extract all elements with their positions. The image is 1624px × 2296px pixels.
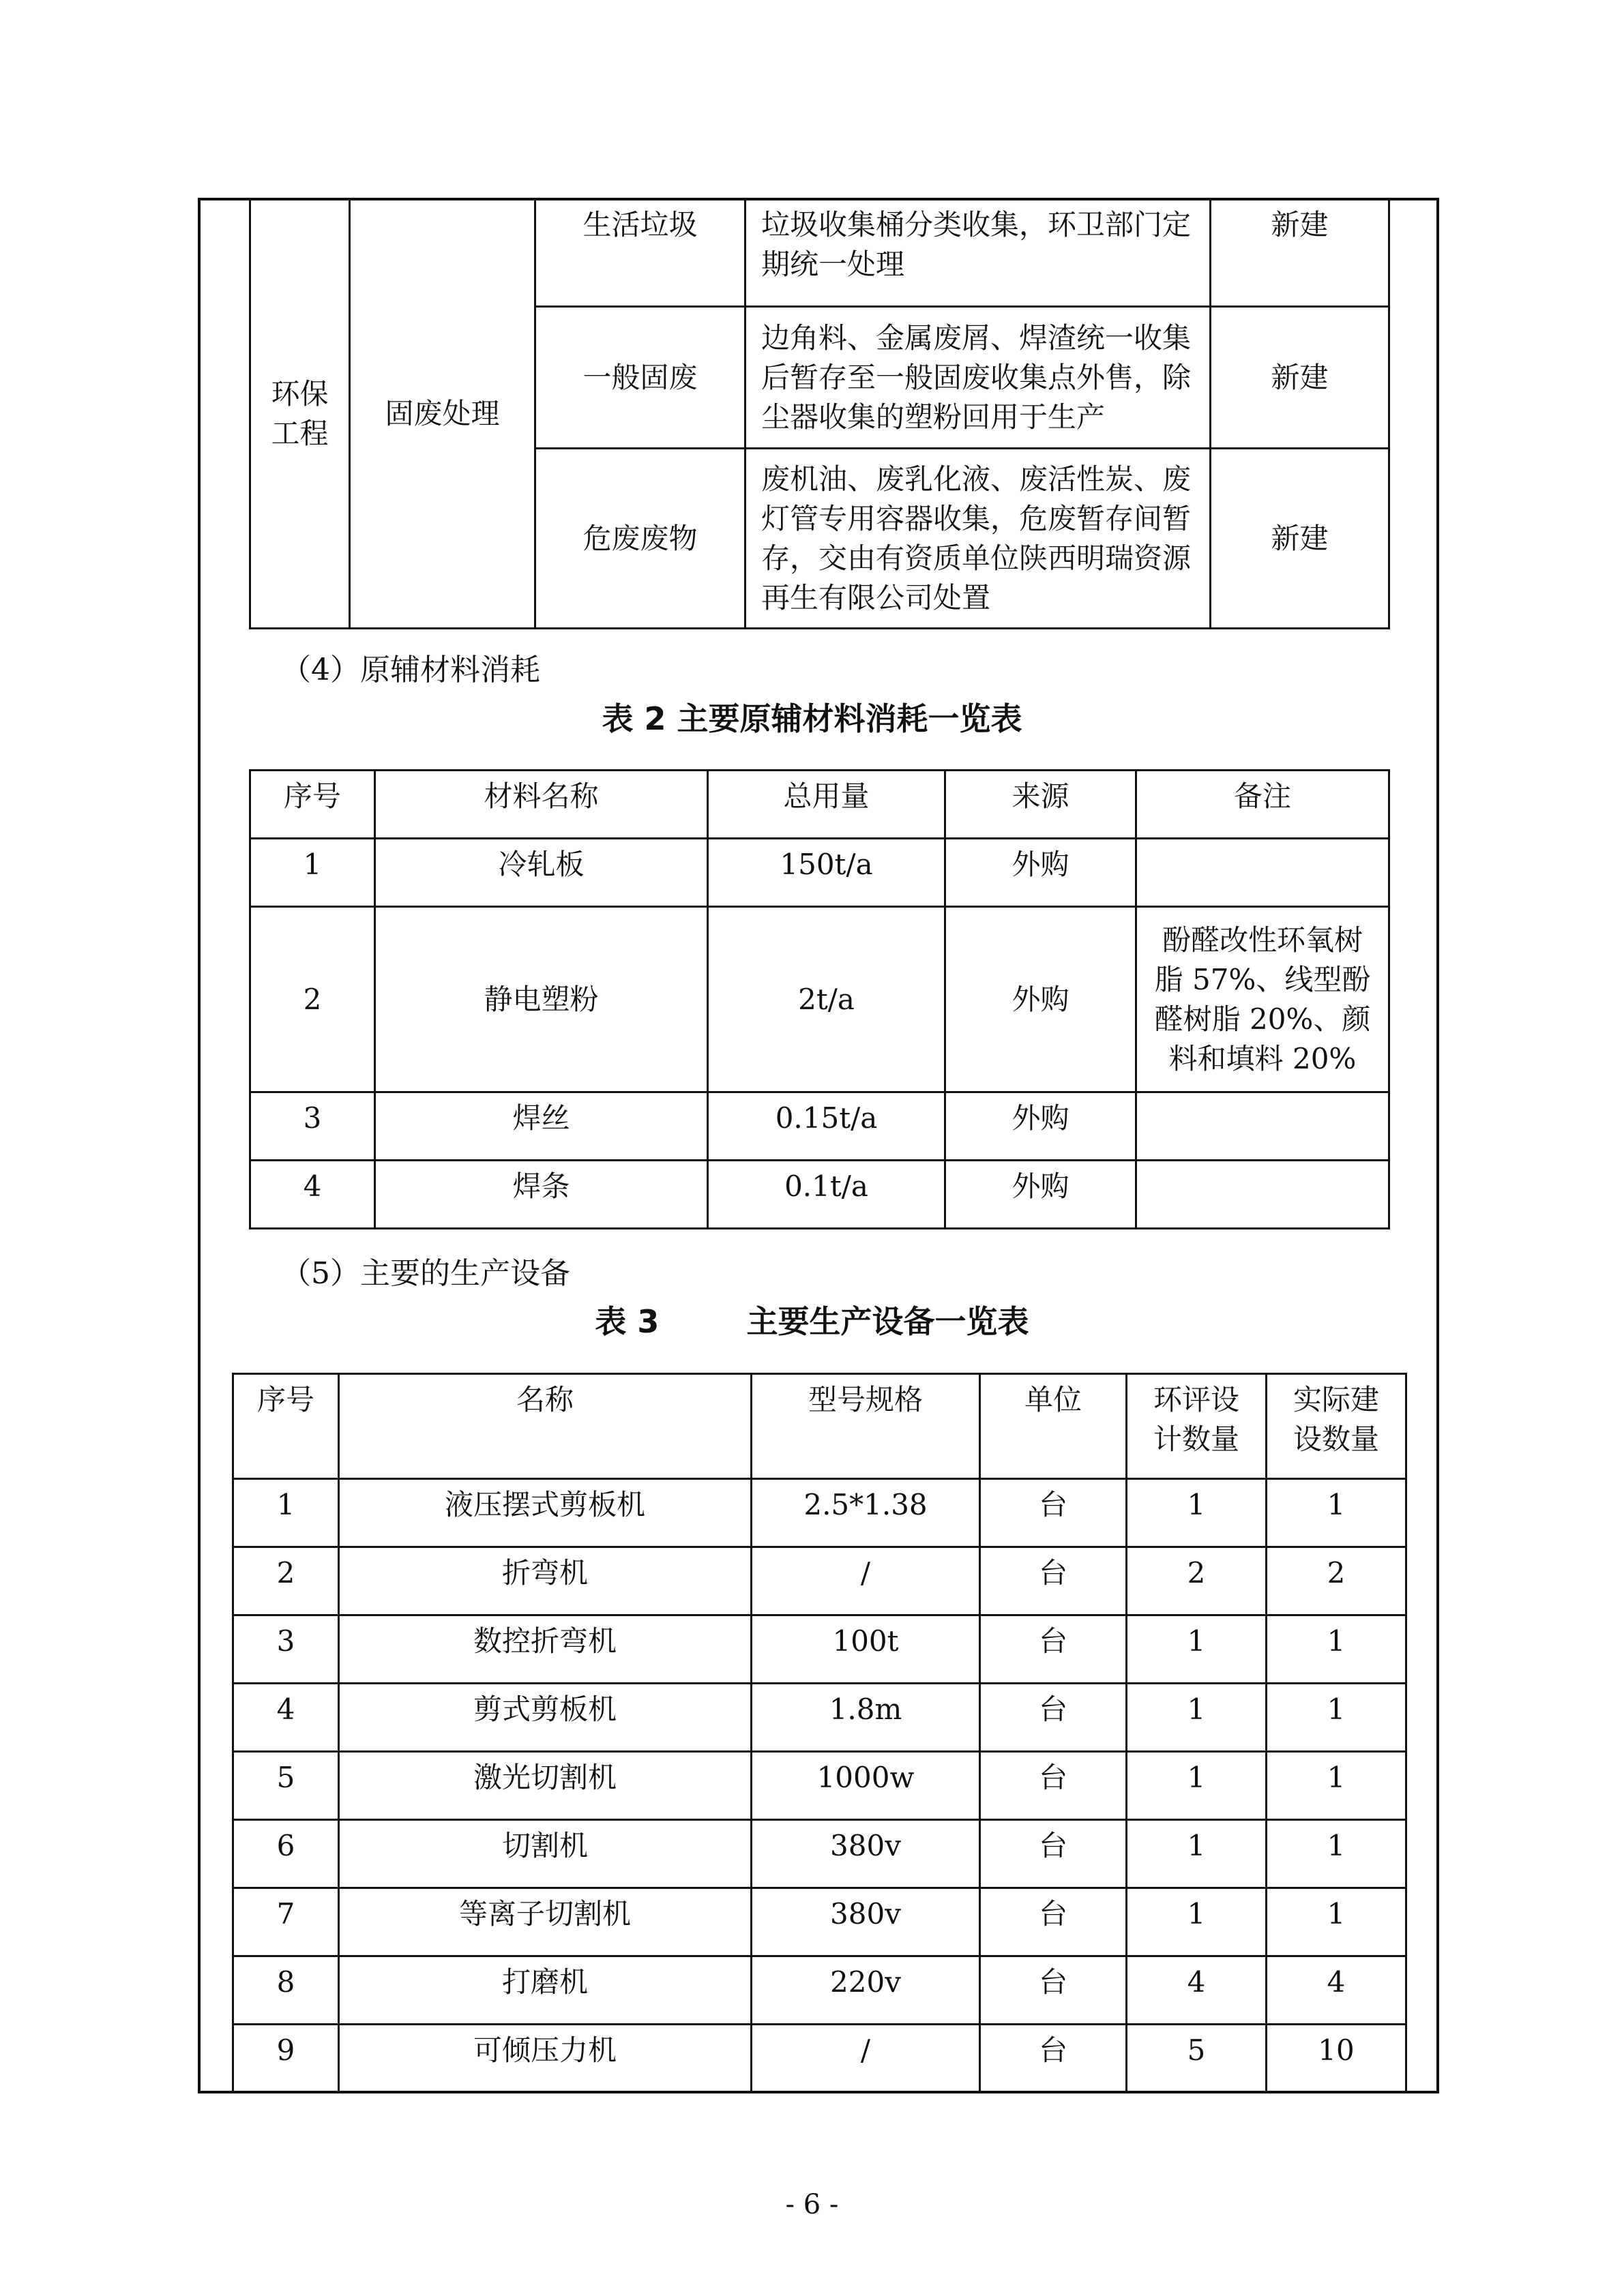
table-header-cell: 型号规格 — [752, 1374, 980, 1479]
table-cell: 6 — [233, 1820, 339, 1888]
table-cell — [1136, 1161, 1389, 1229]
table-cell: 酚醛改性环氧树脂 57%、线型酚醛树脂 20%、颜料和填料 20% — [1136, 907, 1389, 1092]
table-cell: 2t/a — [708, 907, 945, 1092]
table-header-cell: 备注 — [1136, 771, 1389, 839]
table-header-cell: 实际建设数量 — [1267, 1374, 1406, 1479]
table-cell: 4 — [1267, 1956, 1406, 2025]
table-cell: 1 — [1127, 1888, 1267, 1956]
waste-type-cell: 生活垃圾 — [535, 199, 745, 307]
waste-status-cell: 新建 — [1211, 449, 1389, 629]
table-row — [233, 1684, 1406, 1752]
table-cell: 2 — [1267, 1547, 1406, 1615]
table-row — [250, 1161, 1389, 1229]
section-heading-5: （5）主要的生产设备 — [281, 1256, 570, 1291]
table-cell: 1 — [1267, 1684, 1406, 1752]
table-cell: 1 — [1267, 1615, 1406, 1684]
category-cell: 环保 工程 — [250, 199, 350, 629]
table-row — [233, 1547, 1406, 1615]
table-cell: 5 — [1127, 2025, 1267, 2093]
table-cell: 4 — [233, 1684, 339, 1752]
table-cell: 2 — [250, 907, 375, 1092]
table-cell: 1 — [1127, 1615, 1267, 1684]
table-cell: 台 — [980, 1547, 1127, 1615]
table-cell — [1136, 839, 1389, 907]
table-cell: 1 — [250, 839, 375, 907]
table-cell: 台 — [980, 1888, 1127, 1956]
table-cell: 7 — [233, 1888, 339, 1956]
waste-measure-cell: 垃圾收集桶分类收集，环卫部门定期统一处理 — [745, 199, 1211, 307]
table-cell: 1 — [1127, 1820, 1267, 1888]
table-cell: 剪式剪板机 — [339, 1684, 752, 1752]
table-row — [233, 1615, 1406, 1684]
table-row — [233, 2025, 1406, 2093]
table-cell: 220v — [752, 1956, 980, 2025]
table-cell: 3 — [233, 1615, 339, 1684]
table-cell: 380v — [752, 1888, 980, 1956]
table-cell: 4 — [1127, 1956, 1267, 2025]
table-cell: 液压摆式剪板机 — [339, 1479, 752, 1547]
waste-type-cell: 一般固废 — [535, 307, 745, 449]
table-cell: 0.15t/a — [708, 1092, 945, 1161]
table-cell: 1 — [1267, 1752, 1406, 1820]
table-cell: 焊条 — [375, 1161, 708, 1229]
table-cell: 外购 — [945, 907, 1136, 1092]
table-cell: 冷轧板 — [375, 839, 708, 907]
table-cell: 静电塑粉 — [375, 907, 708, 1092]
table-cell: 9 — [233, 2025, 339, 2093]
table-header-cell: 名称 — [339, 1374, 752, 1479]
table-cell: 台 — [980, 1479, 1127, 1547]
materials-table — [249, 769, 1390, 1229]
table-cell: 可倾压力机 — [339, 2025, 752, 2093]
table-cell: 焊丝 — [375, 1092, 708, 1161]
table-header-cell: 材料名称 — [375, 771, 708, 839]
table-cell: 切割机 — [339, 1820, 752, 1888]
waste-measure-cell: 边角料、金属废屑、焊渣统一收集后暂存至一般固废收集点外售，除尘器收集的塑粉回用于生产 — [745, 307, 1211, 449]
table-header-cell: 总用量 — [708, 771, 945, 839]
table-row — [250, 839, 1389, 907]
table-cell: 3 — [250, 1092, 375, 1161]
table-cell: 1 — [1127, 1684, 1267, 1752]
waste-type-cell: 危废废物 — [535, 449, 745, 629]
table-cell: 外购 — [945, 1161, 1136, 1229]
table-cell: 台 — [980, 1615, 1127, 1684]
table-cell: 1 — [1267, 1888, 1406, 1956]
table-cell: 1 — [1267, 1479, 1406, 1547]
table-header-cell: 单位 — [980, 1374, 1127, 1479]
table-cell: 2 — [233, 1547, 339, 1615]
table-cell: 激光切割机 — [339, 1752, 752, 1820]
table-row — [233, 1956, 1406, 2025]
table-cell: / — [752, 2025, 980, 2093]
table-header-cell: 序号 — [233, 1374, 339, 1479]
table-cell: 10 — [1267, 2025, 1406, 2093]
waste-status-cell: 新建 — [1211, 307, 1389, 449]
table-cell: 4 — [250, 1161, 375, 1229]
table-cell: 1 — [1267, 1820, 1406, 1888]
table-header-cell: 序号 — [250, 771, 375, 839]
table-cell: 150t/a — [708, 839, 945, 907]
section-heading-4: （4）原辅材料消耗 — [281, 653, 540, 687]
table-cell: 0.1t/a — [708, 1161, 945, 1229]
page-number: - 6 - — [785, 2189, 839, 2220]
table-cell: 外购 — [945, 1092, 1136, 1161]
equipment-table — [232, 1373, 1407, 2093]
table-row — [233, 1820, 1406, 1888]
table-cell: / — [752, 1547, 980, 1615]
table-cell: 1 — [1127, 1479, 1267, 1547]
table-cell: 2 — [1127, 1547, 1267, 1615]
table-cell: 100t — [752, 1615, 980, 1684]
table-row — [233, 1752, 1406, 1820]
table-row — [233, 1479, 1406, 1547]
table-cell: 等离子切割机 — [339, 1888, 752, 1956]
table-cell: 外购 — [945, 839, 1136, 907]
table-cell: 1 — [1127, 1752, 1267, 1820]
table-cell — [1136, 1092, 1389, 1161]
table-cell: 8 — [233, 1956, 339, 2025]
table-cell: 折弯机 — [339, 1547, 752, 1615]
table-cell: 台 — [980, 1684, 1127, 1752]
table-row — [250, 907, 1389, 1092]
table-cell: 5 — [233, 1752, 339, 1820]
table-header-cell: 来源 — [945, 771, 1136, 839]
table-cell: 台 — [980, 1956, 1127, 2025]
subcategory-cell: 固废处理 — [350, 199, 535, 629]
table2-caption: 表 2 主要原辅材料消耗一览表 — [602, 700, 1022, 737]
waste-table — [249, 198, 1390, 629]
table-cell: 台 — [980, 1752, 1127, 1820]
table-cell: 数控折弯机 — [339, 1615, 752, 1684]
table-cell: 1000w — [752, 1752, 980, 1820]
waste-measure-cell: 废机油、废乳化液、废活性炭、废灯管专用容器收集，危废暂存间暂存，交由有资质单位陕西明瑞资源再生有限公司处置 — [745, 449, 1211, 629]
table-cell: 1.8m — [752, 1684, 980, 1752]
table-cell: 380v — [752, 1820, 980, 1888]
table-cell: 1 — [233, 1479, 339, 1547]
table-row — [233, 1888, 1406, 1956]
table-cell: 台 — [980, 1820, 1127, 1888]
table3-caption: 表 3 主要生产设备一览表 — [595, 1303, 1029, 1340]
table-cell: 台 — [980, 2025, 1127, 2093]
table-cell: 打磨机 — [339, 1956, 752, 2025]
table-cell: 2.5*1.38 — [752, 1479, 980, 1547]
table-row — [250, 1092, 1389, 1161]
table-header-cell: 环评设计数量 — [1127, 1374, 1267, 1479]
waste-status-cell: 新建 — [1211, 199, 1389, 307]
